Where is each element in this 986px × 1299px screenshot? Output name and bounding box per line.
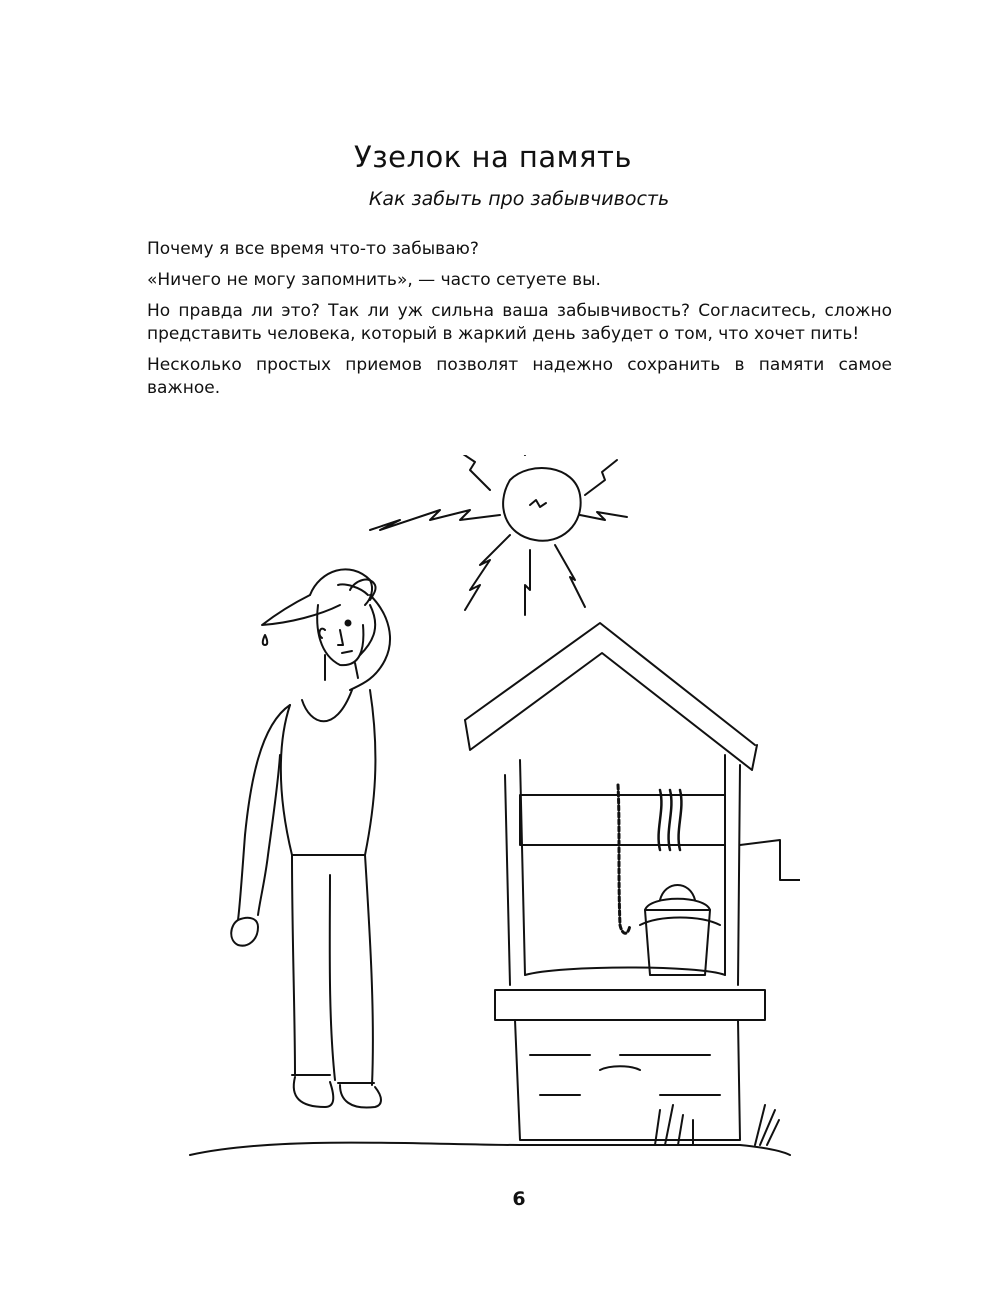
paragraph: Несколько простых приемов позволят надежно сохранить в памяти самое важное. [147,355,892,398]
man-drawing [231,569,390,1107]
page-subtitle: Как забыть про забывчивость [368,188,670,210]
paragraph: Почему я все время что-то забываю? [147,239,479,259]
well-drawing [190,623,800,1155]
page-title: Узелок на память [354,140,632,174]
paragraph: «Ничего не могу запомнить», — часто сетуете вы. [147,270,601,290]
paragraph: Но правда ли это? Так ли уж сильна ваша забывчивость? Согласитесь, сложно представить человека, который в жаркий день забудет о том, что хочет пить! [147,301,892,344]
body-text [147,238,892,408]
page-number: 6 [512,1188,526,1210]
illustration [180,455,800,1165]
sun-drawing [370,455,627,615]
